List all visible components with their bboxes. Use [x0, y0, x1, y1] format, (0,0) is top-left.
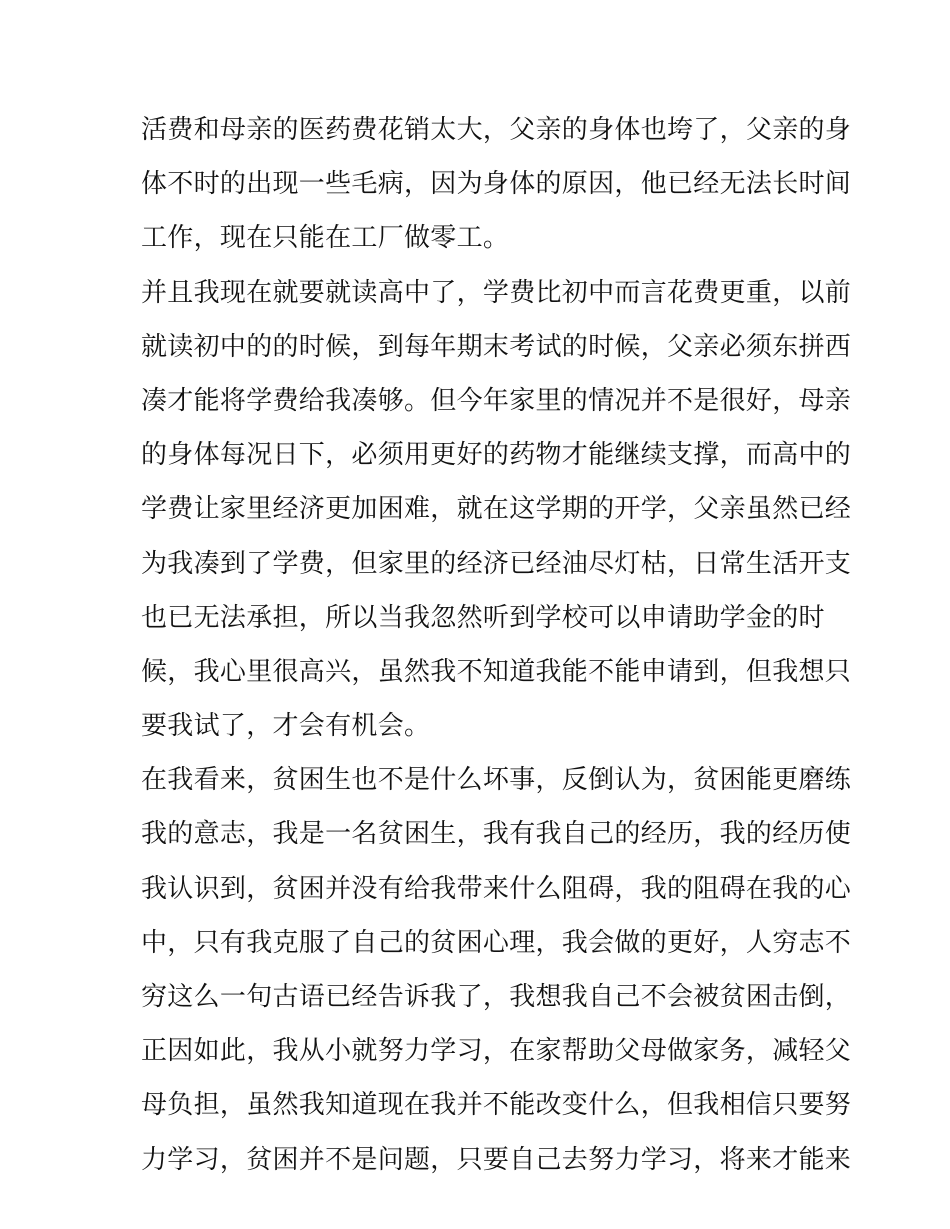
text-line: 为我凑到了学费，但家里的经济已经油尽灯枯，日常生活开支 — [141, 548, 852, 579]
text-line: 我认识到，贫困并没有给我带来什么阻碍，我的阻碍在我的心 — [141, 873, 852, 904]
text-line: 体不时的出现一些毛病，因为身体的原因，他已经无法长时间 — [141, 169, 852, 200]
text-line: 在我看来，贫困生也不是什么坏事，反倒认为，贫困能更磨练 — [141, 765, 852, 796]
text-line: 工作，现在只能在工厂做零工。 — [141, 223, 510, 254]
text-line: 我的意志，我是一名贫困生，我有我自己的经历，我的经历使 — [141, 819, 852, 850]
text-line: 并且我现在就要就读高中了，学费比初中而言花费更重，以前 — [141, 277, 852, 308]
text-line: 凑才能将学费给我凑够。但今年家里的情况并不是很好，母亲 — [141, 385, 852, 416]
text-line: 要我试了，才会有机会。 — [141, 711, 431, 742]
text-line: 候，我心里很高兴，虽然我不知道我能不能申请到，但我想只 — [141, 656, 852, 687]
text-line: 正因如此，我从小就努力学习，在家帮助父母做家务，减轻父 — [141, 1036, 852, 1067]
text-line: 中，只有我克服了自己的贫困心理，我会做的更好，人穷志不 — [141, 927, 852, 958]
body-text — [141, 103, 852, 1187]
text-line: 穷这么一句古语已经告诉我了，我想我自己不会被贫困击倒， — [141, 982, 852, 1012]
text-line: 力学习，贫困并不是问题，只要自己去努力学习，将来才能来 — [141, 1144, 852, 1175]
text-line: 也已无法承担，所以当我忽然听到学校可以申请助学金的时 — [141, 602, 825, 633]
text-line: 活费和母亲的医药费花销太大，父亲的身体也垮了，父亲的身 — [141, 115, 852, 145]
text-line: 学费让家里经济更加困难，就在这学期的开学，父亲虽然已经 — [141, 494, 852, 525]
text-line: 母负担，虽然我知道现在我并不能改变什么，但我相信只要努 — [141, 1090, 852, 1121]
text-line: 就读初中的的时候，到每年期末考试的时候，父亲必须东拼西 — [141, 331, 852, 362]
text-line: 的身体每况日下，必须用更好的药物才能继续支撑，而高中的 — [141, 440, 852, 471]
